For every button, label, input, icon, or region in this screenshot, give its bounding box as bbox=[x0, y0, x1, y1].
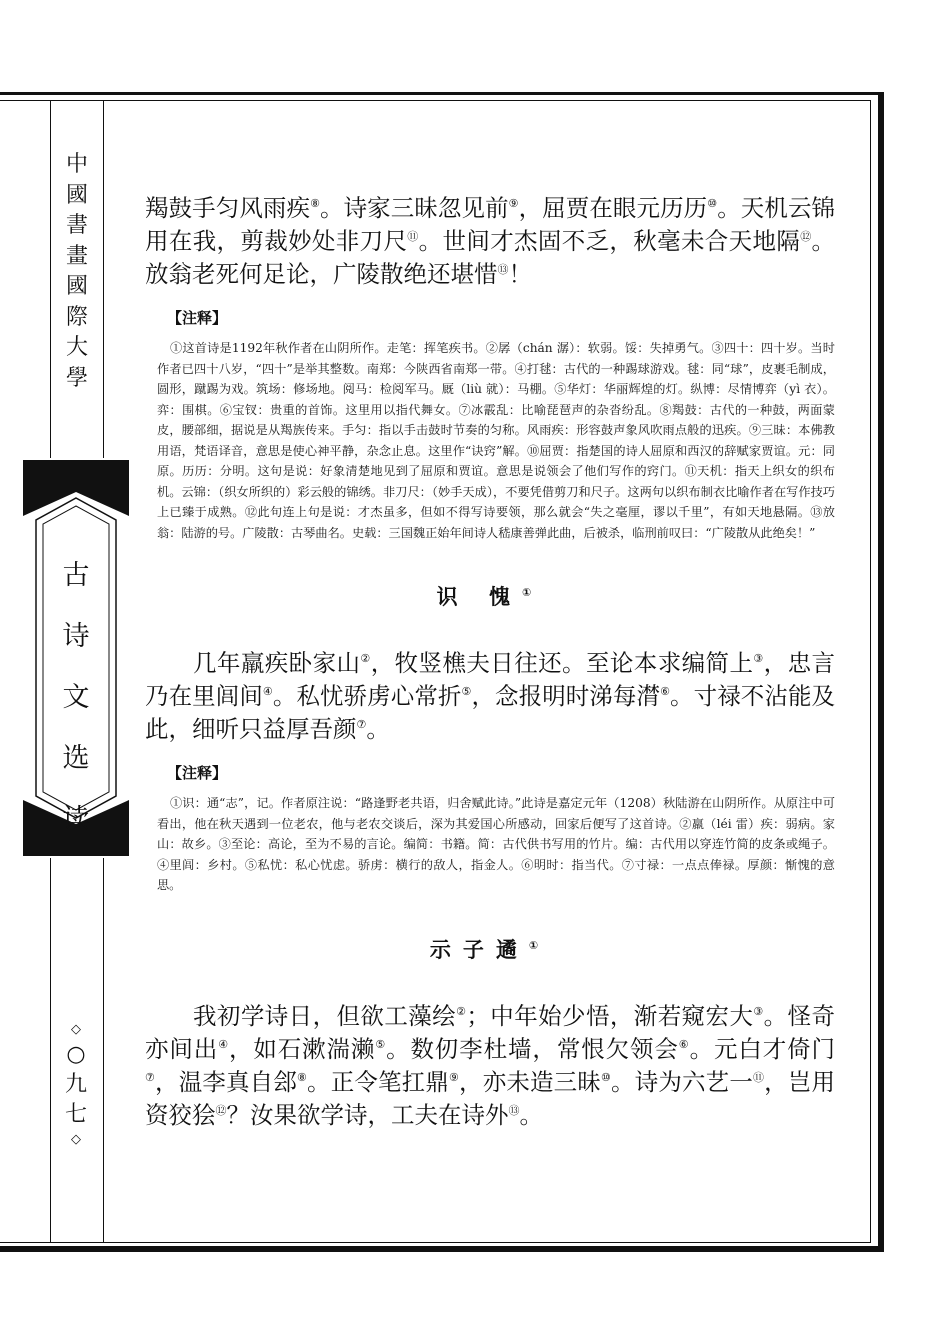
poem-segment: 。放翁老死何足论，广陵散绝还堪惜 bbox=[145, 227, 836, 288]
page-number-char: ○ bbox=[66, 1042, 86, 1067]
footnote-marker: ③ bbox=[753, 1004, 764, 1018]
page-number bbox=[56, 1020, 96, 1150]
footnote-marker: ⑩ bbox=[707, 197, 718, 211]
poem-segment: ，温李真自郐 bbox=[155, 1067, 297, 1096]
poem-segment: ！ bbox=[508, 260, 532, 288]
poem-3-title: 示子遹① bbox=[429, 937, 551, 962]
notes-1-text: ①这首诗是1192年秋作者在山阴所作。走笔：挥笔疾书。②孱（chán 潺）：软弱。馁：失掉勇气。③四十：四十岁。当时作者已四十八岁，“四十”是举其整数。南郑：今陕西省南郑一带。④打毬：古代的一种踢球游戏。毬：同“球”，皮裹毛制成，圆形，蹴踢为戏。筑场：修场地。阅马：检阅军马。厩（liù 就）：马棚。⑤华灯：华丽辉煌的灯。纵博：尽情博弈（yì 衣）。弈：围棋。⑥宝钗：贵重的首饰。这里用以指代舞女。⑦冰霰乱：比喻琵琶声的杂沓纷乱。⑧羯鼓：古代的一种鼓，两面蒙皮，腰部细，据说是从羯族传来。手匀：指以手击鼓时节奏的匀称。风雨疾：形容鼓声象风吹雨点般的迅疾。⑨三昧：本佛教用语，梵语译音，意思是使心神平静，杂念止息。这里作“诀窍”解。⑩屈贾：指楚国的诗人屈原和西汉的辞赋家贾谊。元：同原。历历：分明。这句是说：好象清楚地见到了屈原和贾谊。意思是说领会了他们写作的窍门。⑪天机：指天上织女的织布机。云锦：（织女所织的）彩云般的锦绣。非刀尺：（妙手天成），不要凭借剪刀和尺子。这两句以织布制衣比喻作者在写作技巧上已臻于成熟。⑫此句连上句是说：才杰虽多，但如不得写诗要领，那么就会“失之毫厘，谬以千里”，有如天地悬隔。⑬放翁：陆游的号。广陵散：古琴曲名。史载：三国魏正始年间诗人嵇康善弹此曲，后被杀，临刑前叹曰：“广陵散从此绝矣！” bbox=[157, 341, 835, 540]
main-content bbox=[145, 192, 835, 1132]
footnote-marker: ⑧ bbox=[297, 1070, 308, 1084]
series-title-char: 畫 bbox=[65, 243, 88, 269]
poem-segment: 。诗为六艺一 bbox=[611, 1067, 753, 1096]
book-title-char: 诗 bbox=[62, 621, 90, 652]
series-title-char: 際 bbox=[65, 304, 88, 330]
poem-segment: 。数仞李杜墙，常恨欠领会 bbox=[386, 1034, 679, 1063]
series-title-char: 書 bbox=[65, 213, 88, 238]
footnote-marker: ⑨ bbox=[508, 197, 519, 211]
poem-segment: ，亦未造三昧 bbox=[459, 1067, 601, 1096]
page-frame-inner-right bbox=[870, 100, 871, 1242]
series-title-char: 中 bbox=[65, 152, 88, 177]
poem-segment: ，忠言乃在里闾间 bbox=[145, 649, 835, 710]
footnote-marker: ⑥ bbox=[678, 1037, 690, 1051]
poem-segment: 。 bbox=[366, 715, 390, 743]
page-number-char: 七 bbox=[64, 1102, 87, 1127]
poem-segment: ，屈贾在眼元历历 bbox=[518, 194, 708, 222]
poem-segment: 。怪奇亦间出 bbox=[145, 1001, 835, 1063]
footnote-marker: ⑧ bbox=[310, 197, 321, 211]
book-title bbox=[34, 545, 118, 850]
notes-heading-1: 【注释】 bbox=[167, 309, 228, 327]
page-frame-top bbox=[0, 92, 884, 95]
poem-segment: ，念报明时涕每潸 bbox=[471, 682, 661, 710]
series-title-char: 國 bbox=[65, 274, 88, 299]
page-frame-inner-top bbox=[0, 100, 870, 101]
footnote-marker: ⑬ bbox=[508, 1103, 520, 1117]
poem-segment: 。私忧骄虏心常折 bbox=[272, 682, 462, 710]
poem-segment: 。天机云锦用在我，剪裁妙处非刀尺 bbox=[145, 194, 836, 255]
diamond-icon: ◇ bbox=[71, 1022, 81, 1037]
footnote-marker: ⑫ bbox=[215, 1103, 227, 1117]
footnote-marker: ② bbox=[360, 652, 371, 666]
page-number-char: 九 bbox=[64, 1072, 87, 1097]
footnote-marker: ⑤ bbox=[461, 685, 472, 699]
footnote-marker: ⑨ bbox=[449, 1070, 460, 1084]
poem-segment: 。寸禄不沾能及此，细听只益厚吾颜 bbox=[145, 682, 836, 743]
poem-segment: 。诗家三昧忽见前 bbox=[320, 194, 509, 222]
footnote-marker: ③ bbox=[753, 652, 764, 666]
notes-2-text: ①识：通“志”，记。作者原注说：“路逢野老共语，归舍赋此诗。”此诗是嘉定元年（1208）秋陆游在山阴所作。从原注中可看出，他在秋天遇到一位老农，他与老农交谈后，深为其爱国心所感动，回家后便写了这首诗。②羸（léi 雷）疾：弱病。家山：故乡。③至论：高论，至为不易的言论。编简：书籍。简：古代供书写用的竹片。编：古代用以穿连竹简的皮条或绳子。④里闾：乡村。⑤私忧：私心忧虑。骄虏：横行的敌人，指金人。⑥明时：指当代。⑦寸禄：一点点俸禄。厚颜：惭愧的意思。 bbox=[157, 796, 835, 892]
footnote-marker: ⑬ bbox=[497, 263, 509, 277]
page-frame-bottom bbox=[0, 1246, 884, 1252]
poem-2-title: 识 愧① bbox=[436, 585, 544, 609]
poem-segment: 几年羸疾卧家山 bbox=[193, 649, 361, 677]
book-title-char: 读 bbox=[62, 804, 90, 835]
poem-2-text bbox=[145, 647, 835, 746]
series-title bbox=[52, 150, 102, 394]
footnote-marker: ④ bbox=[218, 1037, 229, 1051]
poem-segment: ，牧竖樵夫日往还。至论本求编简上 bbox=[370, 649, 754, 677]
poem-segment: 羯鼓手匀风雨疾 bbox=[145, 194, 311, 222]
poem-segment: ？汝果欲学诗，工夫在诗外 bbox=[226, 1100, 509, 1129]
series-title-char: 學 bbox=[65, 365, 88, 391]
footnote-marker: ⑥ bbox=[660, 685, 671, 699]
book-title-char: 文 bbox=[62, 682, 90, 713]
poem-segment: 。元白才倚门 bbox=[689, 1034, 836, 1063]
poem-1-text bbox=[145, 192, 835, 291]
book-title-char: 古 bbox=[62, 560, 90, 591]
book-title-char: 选 bbox=[62, 743, 90, 774]
footnote-marker: ⑦ bbox=[145, 1070, 156, 1084]
footnote-marker: ② bbox=[456, 1004, 467, 1018]
diamond-icon: ◇ bbox=[71, 1132, 81, 1147]
poem-segment: 我初学诗日，但欲工藻绘 bbox=[193, 1001, 457, 1030]
poem-3-text bbox=[145, 1000, 835, 1132]
footnote-marker: ⑤ bbox=[375, 1037, 387, 1051]
series-title-char: 大 bbox=[65, 335, 88, 360]
footnote-marker: ⑦ bbox=[356, 718, 367, 732]
footnote-marker: ④ bbox=[262, 685, 273, 699]
footnote-marker: ⑫ bbox=[800, 230, 812, 244]
footnote-marker: ⑪ bbox=[407, 230, 419, 244]
page-frame-right bbox=[878, 92, 884, 1252]
page-frame-inner-bottom bbox=[0, 1242, 871, 1243]
notes-heading-2: 【注释】 bbox=[167, 764, 228, 782]
series-title-char: 國 bbox=[65, 182, 88, 208]
poem-segment: 。 bbox=[519, 1100, 543, 1129]
poem-segment: ，岂用资狡狯 bbox=[145, 1067, 835, 1129]
poem-segment: ；中年始少悟，渐若窥宏大 bbox=[466, 1001, 754, 1030]
footnote-marker: ⑪ bbox=[753, 1070, 765, 1084]
poem-segment: 。正令笔扛鼎 bbox=[307, 1067, 449, 1096]
footnote-marker: ⑩ bbox=[601, 1070, 612, 1084]
poem-segment: 。世间才杰固不乏，秋毫未合天地隔 bbox=[418, 227, 801, 255]
poem-segment: ，如石漱湍濑 bbox=[228, 1034, 376, 1063]
